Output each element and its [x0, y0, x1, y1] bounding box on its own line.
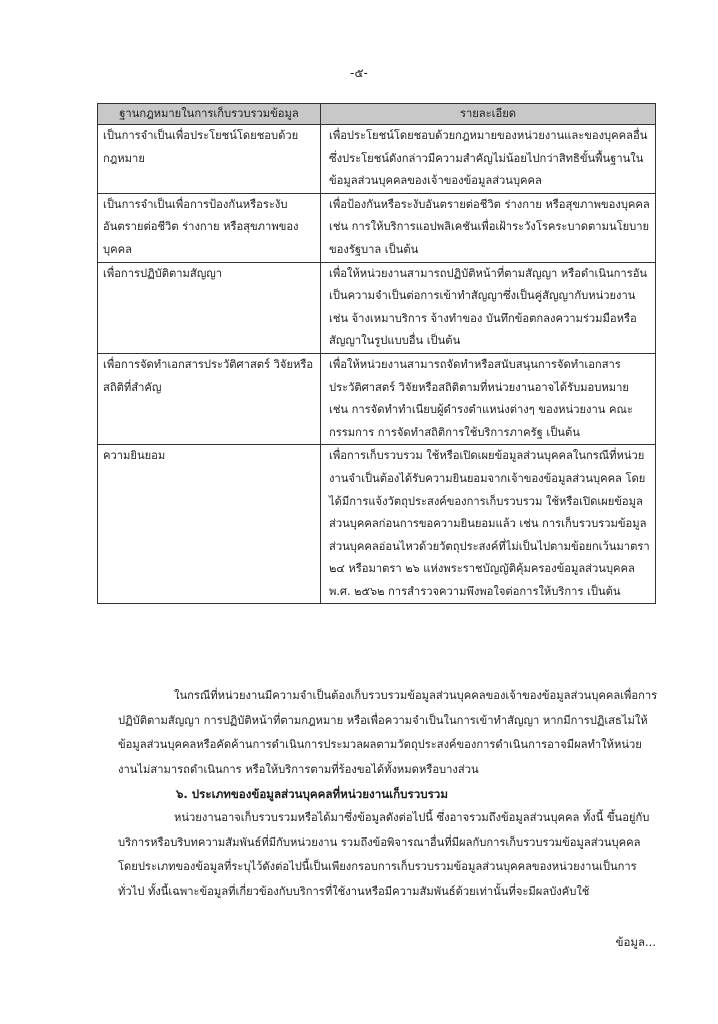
table-row	[98, 193, 656, 262]
detail-cell: เพื่อให้หน่วยงานสามารถปฏิบัติหน้าที่ตามสัญญา หรือดำเนินการอันเป็นความจำเป็นต่อการเข้าทำสัญญาซึ่งเป็นคู่สัญญากับหน่วยงาน เช่น จ้างเหมาบริการ จ้างทำของ บันทึกข้อตกลงความร่วมมือหรือสัญญาในรูปแบบอื่น เป็นต้น	[321, 262, 656, 353]
detail-cell: เพื่อให้หน่วยงานสามารถจัดทำหรือสนับสนุนการจัดทำเอกสารประวัติศาสตร์ วิจัยหรือสถิติตามที่หน่วยงานอาจได้รับมอบหมาย เช่น การจัดทำทำเนียบผู้ดำรงตำแหน่งต่างๆ ของหน่วยงาน คณะกรรมการ การจัดทำสถิติการใช้บริการภาครัฐ เป็นต้น	[321, 353, 656, 444]
legal-basis-cell: ความยินยอม	[98, 445, 321, 604]
paragraph-data-types: หน่วยงานอาจเก็บรวบรวมหรือได้มาซึ่งข้อมูลดังต่อไปนี้ ซึ่งอาจรวมถึงข้อมูลส่วนบุคคล ทั้งนี้ ขึ้นอยู่กับบริการหรือบริบทความสัมพันธ์ที่มีกับหน่วยงาน รวมถึงข้อพิจารณาอื่นที่มีผลกับการเก็บรวบรวมข้อมูลส่วนบุคคล โดยประเภทของข้อมูลที่ระบุไว้ดังต่อไปนี้เป็นเพียงกรอบการเก็บรวบรวมข้อมูลส่วนบุคคลของหน่วยงานเป็นการทั่วไป ทั้งนี้เฉพาะข้อมูลที่เกี่ยวข้องกับบริการที่ใช้งานหรือมีความสัมพันธ์ด้วยเท่านั้นที่จะมีผลบังคับใช้	[118, 811, 650, 898]
legal-basis-cell: เพื่อการปฏิบัติตามสัญญา	[98, 262, 321, 353]
table-header-row	[98, 104, 656, 125]
legal-basis-cell: เป็นการจำเป็นเพื่อประโยชน์โดยชอบด้วยกฎหมาย	[98, 125, 321, 194]
header-legal-basis: ฐานกฎหมายในการเก็บรวบรวมข้อมูล	[98, 104, 321, 125]
legal-basis-cell: เพื่อการจัดทำเอกสารประวัติศาสตร์ วิจัยหรือสถิติที่สำคัญ	[98, 353, 321, 444]
table-row	[98, 262, 656, 353]
detail-cell: เพื่อประโยชน์โดยชอบด้วยกฎหมายของหน่วยงานและของบุคคลอื่น ซึ่งประโยชน์ดังกล่าวมีความสำคัญไม่น้อยไปกว่าสิทธิขั้นพื้นฐานในข้อมูลส่วนบุคคลของเจ้าของข้อมูลส่วนบุคคล	[321, 125, 656, 194]
detail-cell: เพื่อการเก็บรวบรวม ใช้หรือเปิดเผยข้อมูลส่วนบุคคลในกรณีที่หน่วยงานจำเป็นต้องได้รับความยินยอมจากเจ้าของข้อมูลส่วนบุคคล โดยได้มีการแจ้งวัตถุประสงค์ของการเก็บรวบรวม ใช้หรือเปิดเผยข้อมูลส่วนบุคคลก่อนการขอความยินยอมแล้ว เช่น การเก็บรวบรวมข้อมูลส่วนบุคคลอ่อนไหวด้วยวัตถุประสงค์ที่ไม่เป็นไปตามข้อยกเว้นมาตรา ๒๔ หรือมาตรา ๒๖ แห่งพระราชบัญญัติคุ้มครองข้อมูลส่วนบุคคล พ.ศ. ๒๕๖๒ การสำรวจความพึงพอใจต่อการให้บริการ เป็นต้น	[321, 445, 656, 604]
legal-basis-table	[97, 103, 656, 604]
header-details: รายละเอียด	[321, 104, 656, 125]
paragraph-refusal-consequence: ในกรณีที่หน่วยงานมีความจำเป็นต้องเก็บรวบรวมข้อมูลส่วนบุคคลของเจ้าของข้อมูลส่วนบุคคลเพื่อการปฏิบัติตามสัญญา การปฏิบัติหน้าที่ตามกฎหมาย หรือเพื่อความจำเป็นในการเข้าทำสัญญา หากมีการปฏิเสธไม่ให้ข้อมูลส่วนบุคคลหรือคัดค้านการดำเนินการประมวลผลตามวัตถุประสงค์ของการดำเนินการอาจมีผลทำให้หน่วยงานไม่สามารถดำเนินการ หรือให้บริการตามที่ร้องขอได้ทั้งหมดหรือบางส่วน	[118, 689, 658, 776]
page-number: -๕-	[350, 66, 368, 80]
continuation-marker: ข้อมูล...	[615, 935, 656, 949]
detail-cell: เพื่อป้องกันหรือระงับอันตรายต่อชีวิต ร่างกาย หรือสุขภาพของบุคคล เช่น การให้บริการแอปพลิเคชันเพื่อเฝ้าระวังโรคระบาดตามนโยบายของรัฐบาล เป็นต้น	[321, 193, 656, 262]
table-row	[98, 353, 656, 444]
section-heading: ๖. ประเภทของข้อมูลส่วนบุคคลที่หน่วยงานเก็บรวบรวม	[176, 787, 448, 801]
table-row	[98, 445, 656, 604]
legal-basis-cell: เป็นการจำเป็นเพื่อการป้องกันหรือระงับอันตรายต่อชีวิต ร่างกาย หรือสุขภาพของบุคคล	[98, 193, 321, 262]
table-row	[98, 125, 656, 194]
